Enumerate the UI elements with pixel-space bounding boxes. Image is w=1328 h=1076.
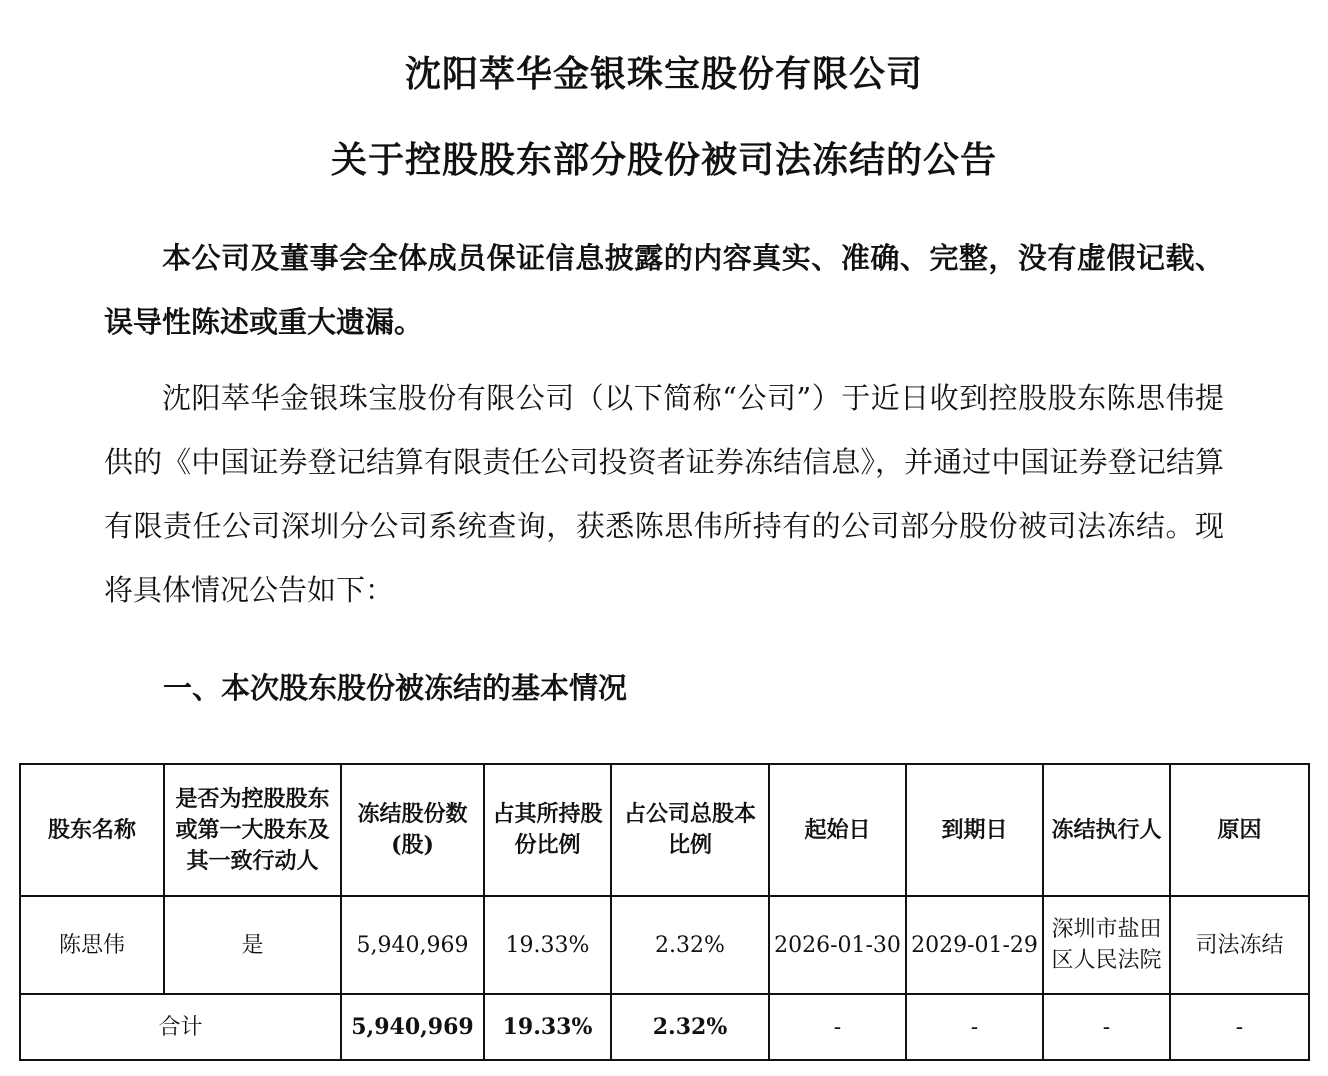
cell-total-frozen-shares: 5,940,969 xyxy=(341,994,484,1060)
header-start-date: 起始日 xyxy=(769,764,906,896)
header-pct-held: 占其所持股份比例 xyxy=(484,764,611,896)
table-header-row xyxy=(20,764,1309,896)
cell-total-pct-held: 19.33% xyxy=(484,994,611,1060)
header-reason: 原因 xyxy=(1170,764,1309,896)
header-frozen-shares: 冻结股份数(股) xyxy=(341,764,484,896)
cell-total-start-date: - xyxy=(769,994,906,1060)
cell-pct-total: 2.32% xyxy=(611,896,769,994)
cell-total-executor: - xyxy=(1043,994,1170,1060)
cell-frozen-shares: 5,940,969 xyxy=(341,896,484,994)
cell-pct-held: 19.33% xyxy=(484,896,611,994)
table-total-row xyxy=(20,994,1309,1060)
cell-reason: 司法冻结 xyxy=(1170,896,1309,994)
cell-total-pct-total: 2.32% xyxy=(611,994,769,1060)
cell-total-end-date: - xyxy=(906,994,1043,1060)
cell-end-date: 2029-01-29 xyxy=(906,896,1043,994)
header-pct-total: 占公司总股本比例 xyxy=(611,764,769,896)
header-end-date: 到期日 xyxy=(906,764,1043,896)
announcement-title: 关于控股股东部分股份被司法冻结的公告 xyxy=(330,139,997,181)
company-title: 沈阳萃华金银珠宝股份有限公司 xyxy=(404,53,923,95)
announcement-body: 沈阳萃华金银珠宝股份有限公司（以下简称“公司”）于近日收到控股股东陈思伟提供的《中国证券登记结算有限责任公司投资者证券冻结信息》，并通过中国证券登记结算有限责任公司深圳分公司系统查询，获悉陈思伟所持有的公司部分股份被司法冻结。现将具体情况公告如下： xyxy=(104,381,1224,607)
header-is-controlling: 是否为控股股东或第一大股东及其一致行动人 xyxy=(164,764,341,896)
cell-total-label: 合计 xyxy=(20,994,341,1060)
section-heading: 一、本次股东股份被冻结的基本情况 xyxy=(163,671,628,705)
header-executor: 冻结执行人 xyxy=(1043,764,1170,896)
cell-shareholder-name: 陈思伟 xyxy=(20,896,164,994)
cell-is-controlling: 是 xyxy=(164,896,341,994)
cell-executor: 深圳市盐田区人民法院 xyxy=(1043,896,1170,994)
header-shareholder-name: 股东名称 xyxy=(20,764,164,896)
cell-start-date: 2026-01-30 xyxy=(769,896,906,994)
cell-total-reason: - xyxy=(1170,994,1309,1060)
board-statement: 本公司及董事会全体成员保证信息披露的内容真实、准确、完整，没有虚假记载、误导性陈述或重大遗漏。 xyxy=(104,241,1224,339)
table-row xyxy=(20,896,1309,994)
frozen-shares-table xyxy=(19,763,1310,1061)
